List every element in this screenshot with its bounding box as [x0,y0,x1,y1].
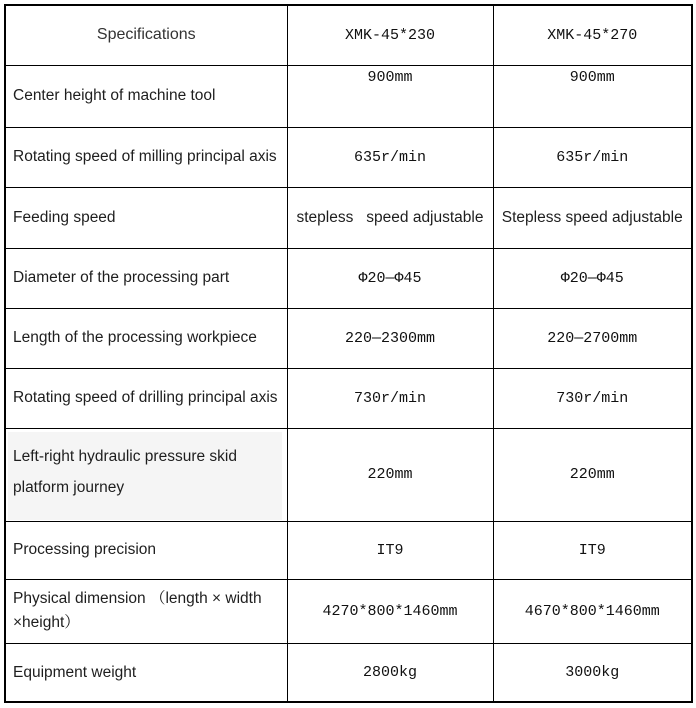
row-value: Stepless speed adjustable [493,187,692,248]
table-row-equipment-weight [5,643,692,702]
row-label [5,428,287,521]
row-label: Equipment weight [5,643,287,702]
row-value: 220mm [493,428,692,521]
table-row-drilling-speed [5,368,692,428]
row-value: 730r/min [287,368,493,428]
row-value: 4670*800*1460mm [493,579,692,643]
table-row-diameter [5,248,692,308]
column-header-model-1: XMK-45*230 [287,5,493,65]
row-value: 635r/min [287,127,493,187]
row-label: Length of the processing workpiece [5,308,287,368]
row-value: stepless speed adjustable [287,187,493,248]
row-value: IT9 [493,521,692,579]
row-value: 730r/min [493,368,692,428]
row-label: Center height of machine tool [5,65,287,127]
column-header-model-2: XMK-45*270 [493,5,692,65]
row-label: Feeding speed [5,187,287,248]
table-row-skid-platform [5,428,692,521]
table-row-feeding-speed [5,187,692,248]
table-row-center-height [5,65,692,127]
row-value: 220—2300mm [287,308,493,368]
table-row-precision [5,521,692,579]
row-value: 900mm [493,65,692,127]
row-label: Rotating speed of milling principal axis [5,127,287,187]
row-value: 4270*800*1460mm [287,579,493,643]
row-value: Φ20—Φ45 [493,248,692,308]
table-row-workpiece-length [5,308,692,368]
row-value: IT9 [287,521,493,579]
row-label: Diameter of the processing part [5,248,287,308]
header-row [5,5,692,65]
column-header-specifications: Specifications [5,5,287,65]
table-row-physical-dimension [5,579,692,643]
highlighted-label: Left-right hydraulic pressure skid platform journey [8,432,282,521]
row-label: Rotating speed of drilling principal axis [5,368,287,428]
row-value: 635r/min [493,127,692,187]
row-label: Processing precision [5,521,287,579]
spec-table [4,4,693,703]
row-value: Φ20—Φ45 [287,248,493,308]
row-value: 3000kg [493,643,692,702]
row-value: 900mm [287,65,493,127]
row-value: 220mm [287,428,493,521]
table-row-milling-speed [5,127,692,187]
row-value: 2800kg [287,643,493,702]
row-label: Physical dimension （length × width ×height） [5,579,287,643]
row-value: 220—2700mm [493,308,692,368]
